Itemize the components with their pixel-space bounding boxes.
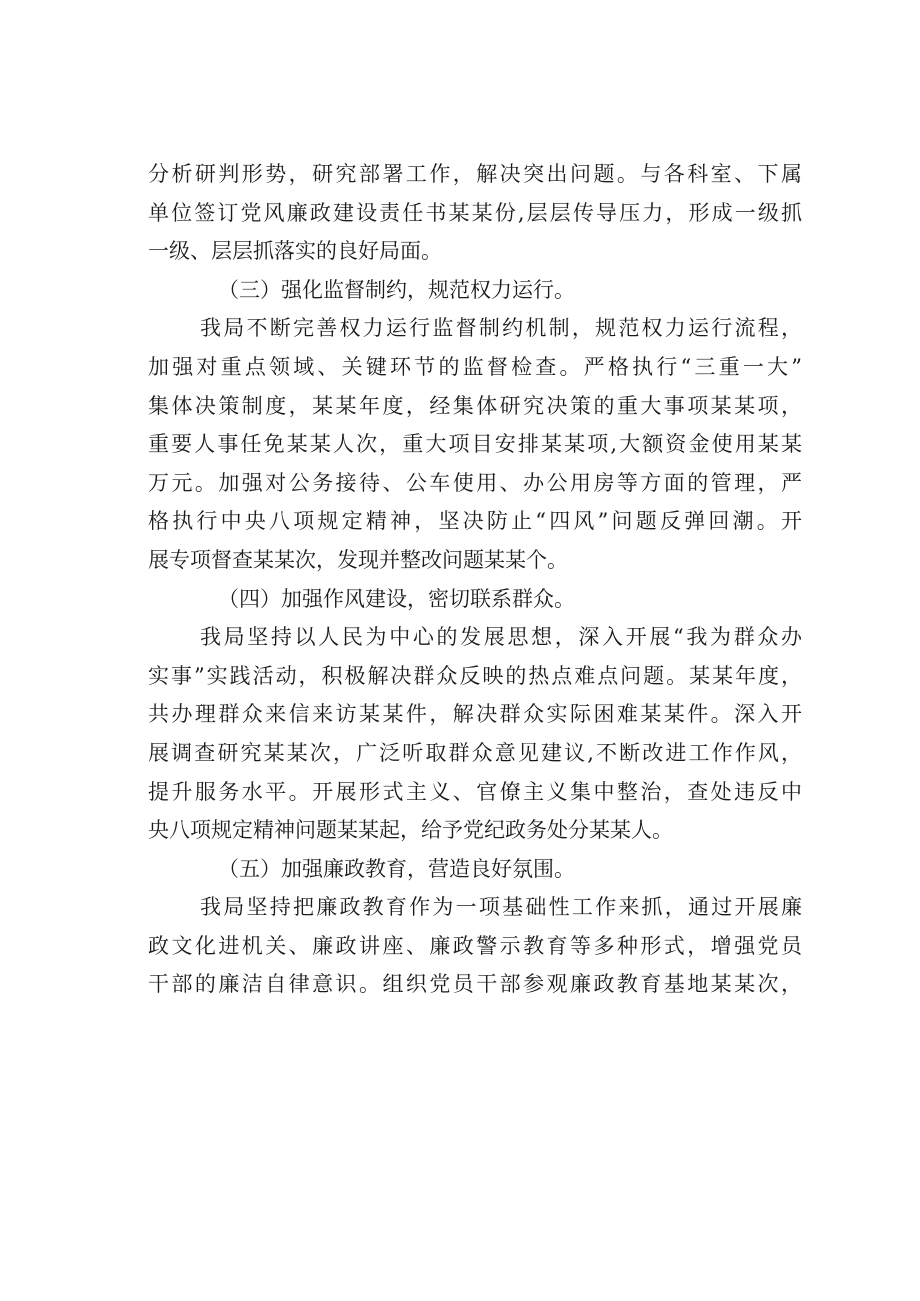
text-line: 重要人事任免某某人次，重大项目安排某某项,大额资金使用某某 — [148, 432, 802, 457]
text-line: 单位签订党风廉政建设责任书某某份,层层传导压力，形成一级抓 — [148, 200, 802, 225]
text-line: 加强对重点领域、关键环节的监督检查。严格执行“三重一大” — [148, 354, 802, 379]
text-line: 分析研判形势，研究部署工作，解决突出问题。与各科室、下属 — [148, 162, 802, 186]
text-line: 干部的廉洁自律意识。组织党员干部参观廉政教育基地某某次， — [148, 972, 802, 997]
document-body — [148, 155, 802, 1004]
section-heading-5: （五）加强廉政教育，营造良好氛围。 — [218, 856, 575, 881]
section-heading-3: （三）强化监督制约，规范权力运行。 — [218, 277, 575, 302]
text-line: 提升服务水平。开展形式主义、官僚主义集中整治，查处违反中 — [148, 779, 802, 804]
text-line: 一级、层层抓落实的良好局面。 — [148, 239, 442, 264]
text-line: 政文化进机关、廉政讲座、廉政警示教育等多种形式，增强党员 — [148, 933, 802, 958]
text-line: 共办理群众来信来访某某件，解决群众实际困难某某件。深入开 — [148, 702, 802, 727]
text-line: 展调查研究某某次，广泛听取群众意见建议,不断改进工作作风， — [148, 740, 802, 765]
text-line: 我局不断完善权力运行监督制约机制，规范权力运行流程， — [200, 316, 802, 341]
text-line: 实事”实践活动，积极解决群众反映的热点难点问题。某某年度， — [148, 663, 802, 688]
text-line: 集体决策制度，某某年度，经集体研究决策的重大事项某某项， — [148, 393, 802, 418]
section-heading-4: （四）加强作风建设，密切联系群众。 — [218, 586, 575, 611]
text-line: 我局坚持把廉政教育作为一项基础性工作来抓，通过开展廉 — [200, 895, 802, 920]
text-line: 格执行中央八项规定精神，坚决防止“四风”问题反弹回潮。开 — [148, 509, 802, 534]
text-line: 我局坚持以人民为中心的发展思想，深入开展“我为群众办 — [200, 625, 802, 650]
text-line: 展专项督查某某次，发现并整改问题某某个。 — [148, 547, 568, 572]
text-line: 央八项规定精神问题某某起，给予党纪政务处分某某人。 — [148, 818, 673, 843]
text-line: 万元。加强对公务接待、公车使用、办公用房等方面的管理，严 — [148, 470, 802, 495]
